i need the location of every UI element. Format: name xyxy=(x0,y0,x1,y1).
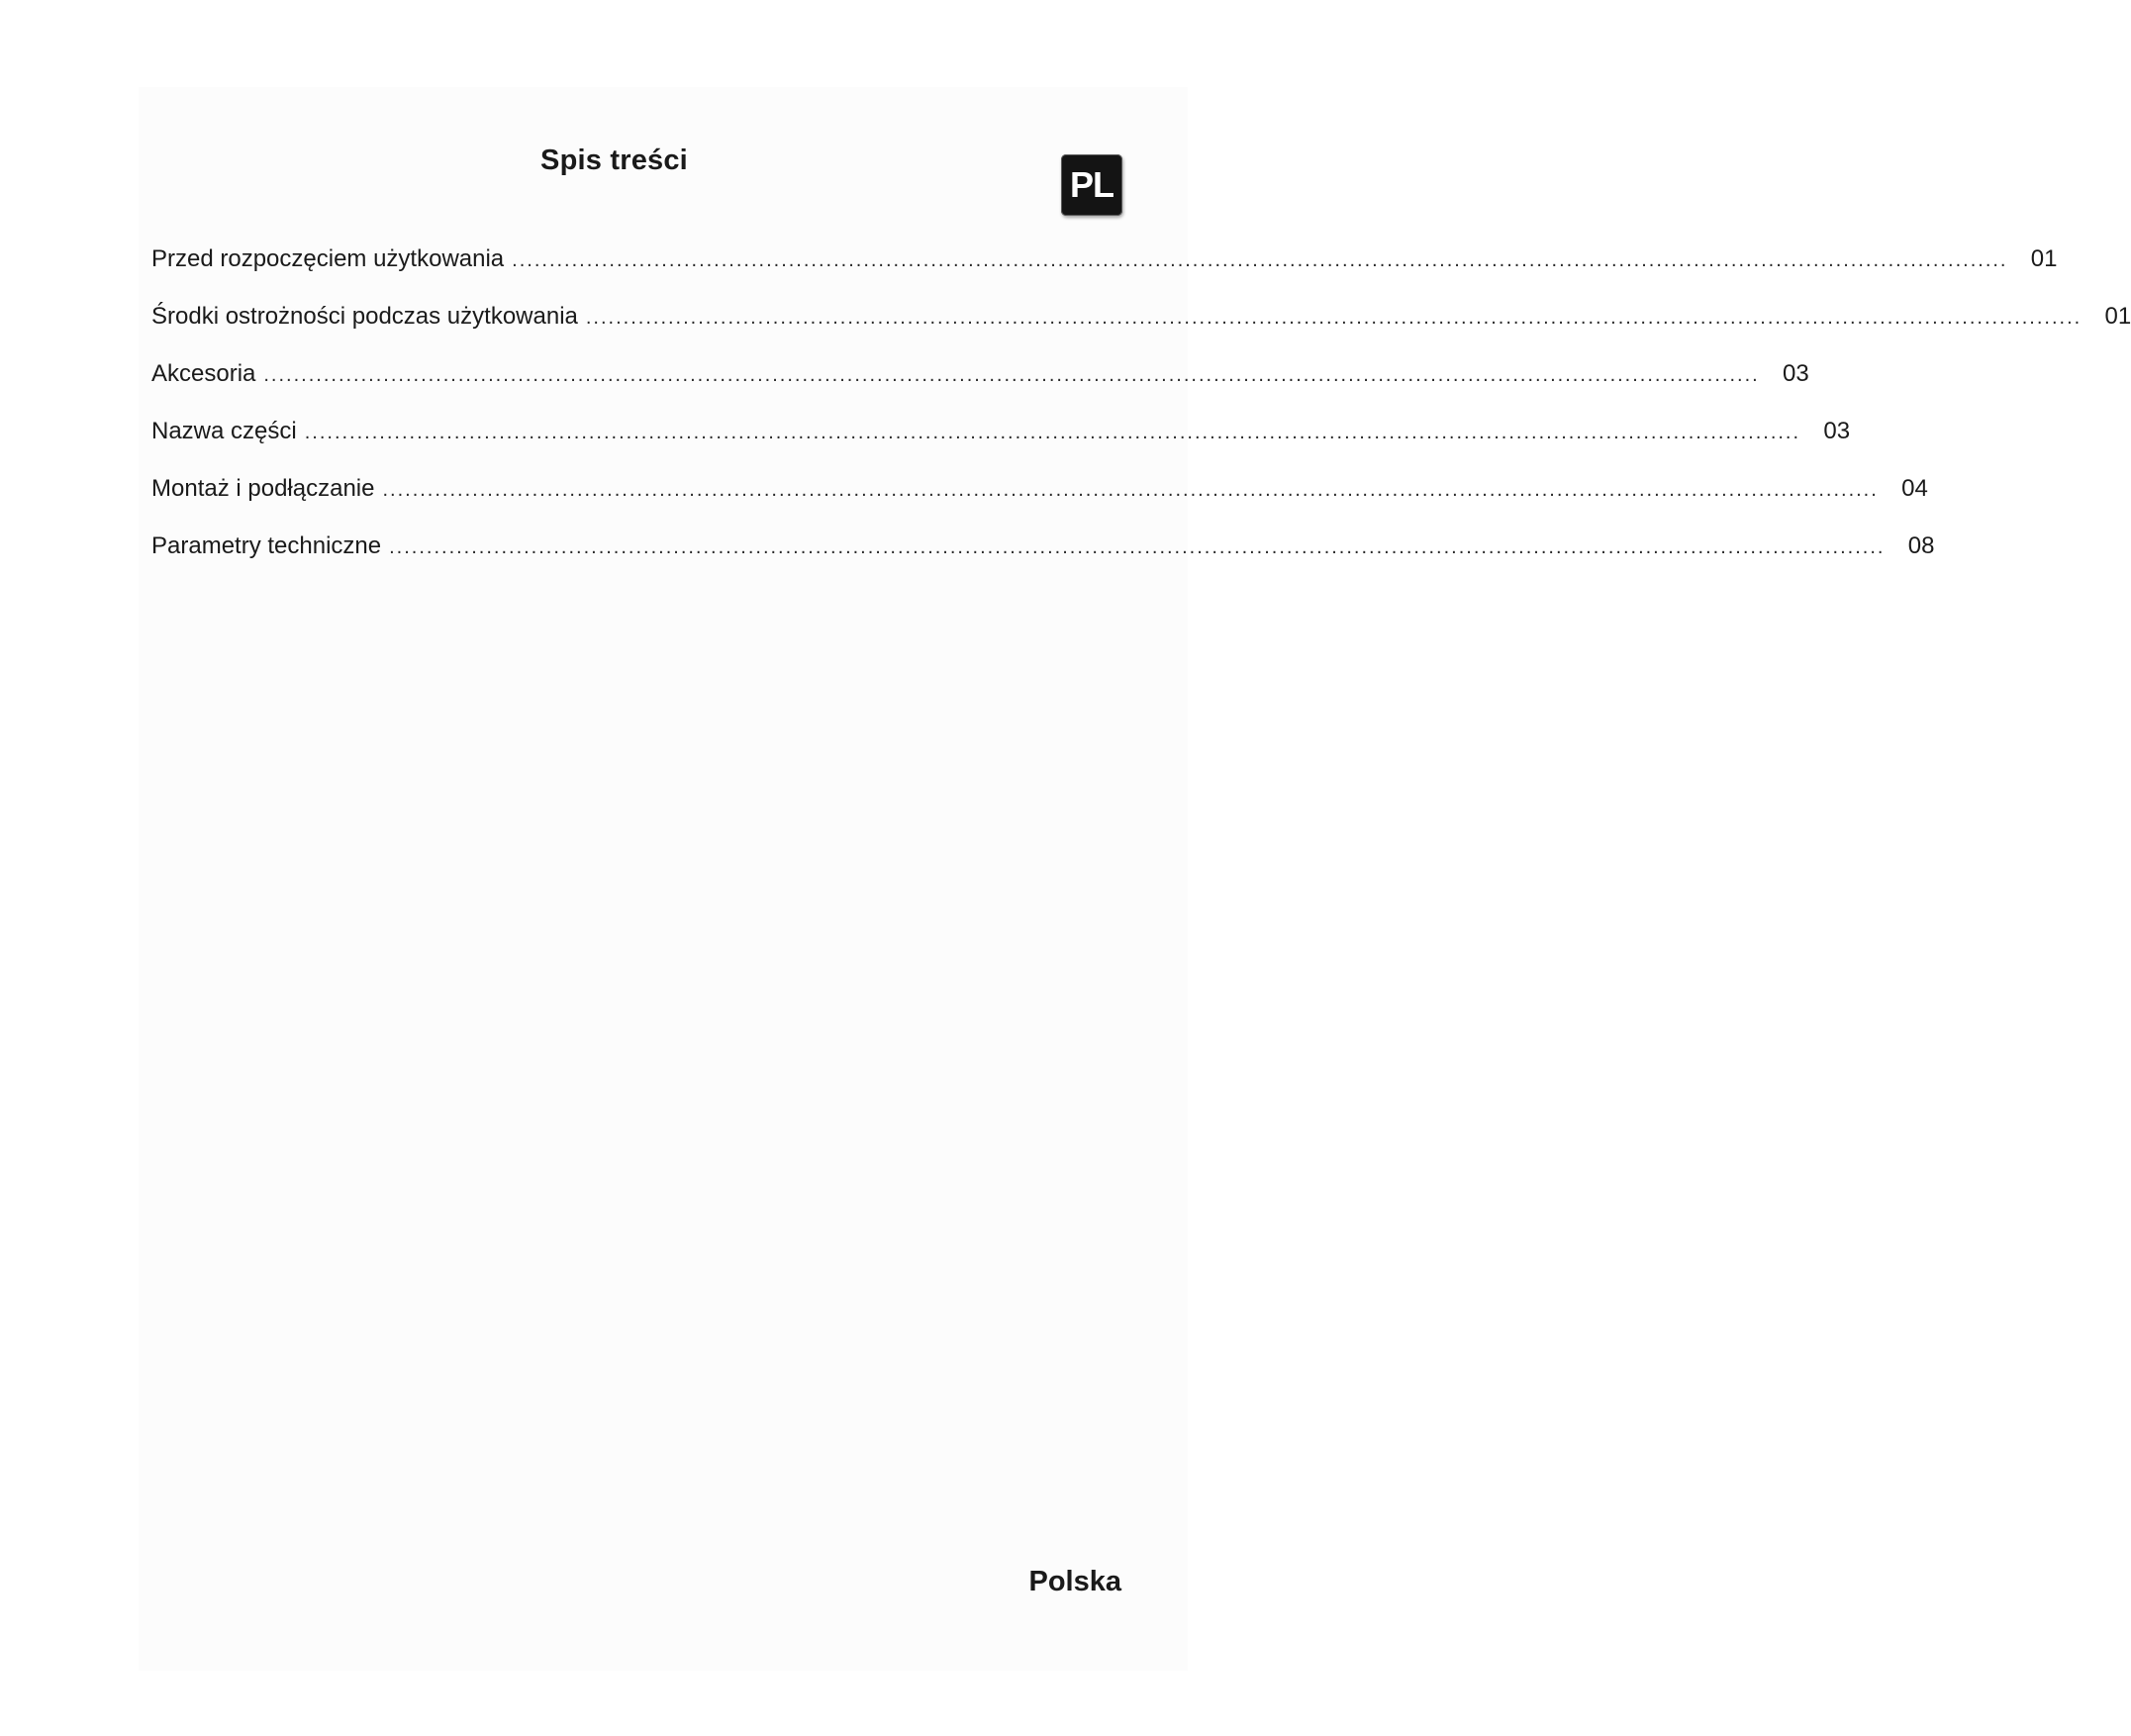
toc-entry-label: Przed rozpoczęciem użytkowania xyxy=(151,245,505,272)
toc-entry-page: 08 xyxy=(1907,532,1935,559)
toc-entry-page: 01 xyxy=(2104,303,2131,330)
toc-dot-leader: ........................................................................................................................................................................................................ xyxy=(512,249,2008,271)
toc-dot-leader: ........................................................................................................................................................................................................ xyxy=(382,479,1879,501)
language-badge: PL xyxy=(1061,154,1122,216)
toc-dot-leader: ........................................................................................................................................................................................................ xyxy=(304,422,1801,443)
toc-dot-leader: ........................................................................................................................................................................................................ xyxy=(389,536,1886,558)
toc-dot-leader: ........................................................................................................................................................................................................ xyxy=(585,307,2083,329)
toc-entry-page: 04 xyxy=(1901,475,1928,502)
toc-entry-page: 03 xyxy=(1823,418,1851,444)
toc-entry-page: 01 xyxy=(2030,245,2058,272)
toc-entry[interactable] xyxy=(151,474,1928,531)
toc-entry[interactable] xyxy=(151,417,1851,474)
toc-entry-label: Parametry techniczne xyxy=(151,532,382,559)
toc-entry[interactable] xyxy=(151,531,1935,589)
toc-entry-label: Montaż i podłączanie xyxy=(151,475,375,502)
toc-entry[interactable] xyxy=(151,302,2131,359)
toc-entry-label: Nazwa części xyxy=(151,418,297,444)
toc-entry-label: Środki ostrożności podczas użytkowania xyxy=(151,303,578,330)
toc-entry[interactable] xyxy=(151,359,1809,417)
table-of-contents xyxy=(151,244,2131,589)
toc-entry-page: 03 xyxy=(1783,360,1809,387)
toc-entry[interactable] xyxy=(151,244,2058,302)
footer-language-label: Polska xyxy=(1028,1566,1121,1597)
toc-entry-label: Akcesoria xyxy=(151,360,256,387)
toc-dot-leader: ........................................................................................................................................................................................................ xyxy=(263,364,1760,386)
page-title: Spis treści xyxy=(540,145,688,176)
